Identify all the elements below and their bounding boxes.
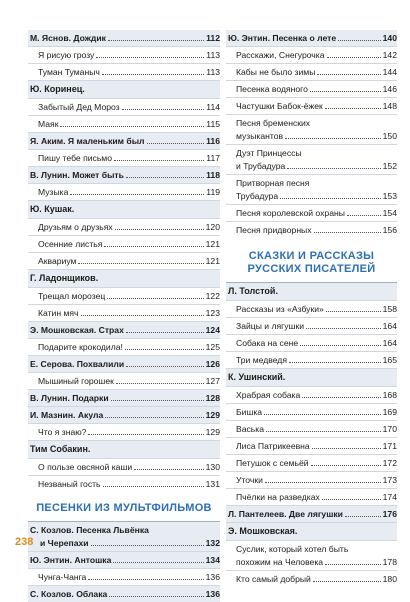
toc-entry: [28, 356, 220, 372]
entry-title: [30, 325, 124, 335]
page-ref: 119: [206, 187, 220, 197]
page-ref: 129: [205, 410, 220, 420]
work-title: Частушки Бабок-ёжек: [236, 101, 323, 111]
work-title: Маяк: [38, 119, 59, 129]
author-name: В. Лунин.: [30, 170, 70, 180]
entry-title: [30, 525, 149, 535]
toc-entry: [226, 541, 397, 570]
work-title: Облака: [76, 589, 108, 599]
leader-dots: [287, 168, 380, 169]
work-title: Пишу тебе письмо: [38, 153, 112, 163]
leader-dots: [266, 431, 381, 432]
author-heading: [226, 30, 397, 46]
page-ref: 128: [205, 393, 220, 403]
author-heading: [28, 133, 220, 149]
page-ref: 118: [206, 170, 220, 180]
entry-title: [30, 33, 106, 43]
toc-entry: [226, 455, 397, 471]
page-ref: 152: [382, 161, 397, 171]
toc-entry: [28, 253, 220, 269]
page-ref: 142: [382, 50, 397, 60]
toc-entry: [28, 424, 220, 440]
leader-dots: [313, 581, 381, 582]
work-title: Рассказы из «Азбуки»: [236, 304, 324, 314]
leader-dots: [81, 315, 204, 316]
leader-dots: [322, 499, 381, 500]
page-ref: 112: [206, 33, 220, 43]
page-number: 238: [15, 536, 34, 548]
author-name: Г. Ладонщиков.: [30, 273, 99, 283]
toc-entry: [28, 288, 220, 304]
author-name: Ю. Энтин.: [30, 555, 73, 565]
author-heading: [226, 506, 397, 522]
work-title: Зайцы и лягушки: [236, 321, 304, 331]
page-ref: 169: [382, 407, 397, 417]
page-ref: 164: [382, 338, 397, 348]
author-heading: [28, 30, 220, 46]
leader-dots: [105, 417, 203, 418]
author-heading: [28, 522, 220, 551]
leader-dots: [113, 562, 203, 563]
page-ref: 113: [206, 50, 220, 60]
page-ref: 174: [382, 492, 397, 502]
page-ref: 172: [382, 458, 397, 468]
page-ref: 124: [205, 325, 220, 335]
work-title: Похвалили: [76, 359, 125, 369]
work-title: Васька: [236, 424, 265, 434]
page-ref: 178: [382, 557, 397, 567]
toc-entry: [226, 369, 397, 386]
toc-entry: [226, 421, 397, 437]
entry-title: [30, 170, 124, 180]
author-name: Э. Мошковская.: [30, 325, 97, 335]
toc-entry: [226, 205, 397, 221]
page-ref: 140: [382, 33, 397, 43]
work-title: Притворная песня: [236, 178, 310, 188]
work-title: Осенние листья: [38, 239, 103, 249]
page-ref: 136: [205, 589, 220, 599]
toc-entry: [226, 352, 397, 368]
toc-entry: [28, 569, 220, 585]
leader-dots: [91, 545, 204, 546]
leader-dots: [116, 383, 204, 384]
work-title: Песенка водяного: [236, 84, 308, 94]
page-ref: 117: [206, 153, 220, 163]
page-ref: 120: [205, 222, 220, 232]
author-name: С. Козлов.: [30, 589, 74, 599]
entry-title: [30, 410, 103, 420]
toc-entry: [28, 150, 220, 166]
author-heading: [28, 407, 220, 423]
work-title: Расскажи, Снегурочка: [236, 50, 325, 60]
page-ref: 129: [205, 427, 220, 437]
author-heading: [28, 390, 220, 406]
work-title: Я маленьким был: [67, 136, 145, 146]
leader-dots: [122, 109, 204, 110]
toc-entry: [226, 175, 397, 204]
leader-dots: [78, 263, 203, 264]
leader-dots: [109, 596, 203, 597]
work-title: Песенка Львёнка: [76, 525, 149, 535]
leader-dots: [88, 434, 203, 435]
leader-dots: [289, 362, 381, 363]
author-name: Ю. Кушак.: [30, 204, 75, 214]
page-ref: 180: [382, 574, 397, 584]
page-ref: 148: [382, 101, 397, 111]
section-title: [226, 238, 397, 282]
toc-entry: [226, 335, 397, 351]
leader-dots: [325, 564, 381, 565]
author-name: Я. Аким.: [30, 136, 66, 146]
author-heading: [226, 369, 397, 386]
leader-dots: [285, 138, 381, 139]
toc-entry: [28, 305, 220, 321]
work-title: Аквариум: [38, 256, 77, 266]
page-ref: 158: [382, 304, 397, 314]
toc-entry: [226, 47, 397, 63]
page-ref: 154: [382, 208, 397, 218]
work-title: Бишка: [236, 407, 263, 417]
leader-dots: [306, 328, 381, 329]
author-name: Е. Серова.: [30, 359, 75, 369]
author-heading: [28, 201, 220, 218]
author-heading: [28, 356, 220, 372]
leader-dots: [103, 486, 204, 487]
page-ref: 114: [206, 102, 220, 112]
page-ref: 168: [382, 390, 397, 400]
work-title: Дождик: [73, 33, 106, 43]
toc-entry: [28, 184, 220, 200]
toc-entry: [226, 387, 397, 403]
toc-entry: [28, 201, 220, 218]
toc-entry: [28, 339, 220, 355]
work-title: Три медведя: [236, 355, 287, 365]
leader-dots: [311, 465, 381, 466]
toc-entry: [28, 441, 220, 458]
section-title: [28, 492, 220, 521]
toc-entry: [226, 98, 397, 114]
author-name: Л. Пантелеев.: [228, 509, 287, 519]
leader-dots: [96, 57, 204, 58]
leader-dots: [70, 194, 204, 195]
toc-column-right: [226, 30, 397, 587]
toc-entry: [226, 81, 397, 97]
leader-dots: [312, 448, 381, 449]
page-ref: 165: [382, 355, 397, 365]
work-title: Туман Туманыч: [38, 67, 100, 77]
toc-entry: [28, 407, 220, 423]
toc-entry: [28, 522, 220, 551]
toc-entry: [28, 322, 220, 338]
toc-column-left: [28, 30, 220, 602]
leader-dots: [126, 332, 204, 333]
leader-dots: [107, 298, 203, 299]
author-name: К. Ушинский.: [228, 372, 286, 382]
leader-dots: [325, 108, 381, 109]
work-title: похожим на Человека: [236, 557, 324, 567]
work-title: Пчёлки на разведках: [236, 492, 320, 502]
toc-entry: [28, 99, 220, 115]
author-name: М. Яснов.: [30, 33, 72, 43]
page-ref: 173: [382, 475, 397, 485]
work-title: Может быть: [72, 170, 124, 180]
leader-dots: [108, 40, 204, 41]
work-title: Трещал морозец: [38, 291, 106, 301]
page-ref: 156: [382, 225, 397, 235]
author-name: Ю. Коринец.: [30, 84, 85, 94]
leader-dots: [114, 160, 204, 161]
work-title: Дуэт Принцессы: [236, 148, 302, 158]
page-ref: 131: [205, 479, 220, 489]
toc-entry: [226, 489, 397, 505]
leader-dots: [125, 349, 204, 350]
page-ref: 134: [205, 555, 220, 565]
toc-entry: [226, 115, 397, 144]
author-heading: [28, 552, 220, 568]
toc-entry: [28, 236, 220, 252]
leader-dots: [134, 469, 204, 470]
work-title: Песня бременских: [236, 118, 311, 128]
toc-entry: [226, 301, 397, 317]
author-heading: [28, 441, 220, 458]
page-ref: 164: [382, 321, 397, 331]
author-heading: [28, 81, 220, 98]
toc-entry: [28, 47, 220, 63]
toc-entry: [28, 552, 220, 568]
author-name: И. Мазнин.: [30, 410, 76, 420]
work-title: и Трубадура: [236, 161, 286, 171]
toc-entry: [226, 318, 397, 334]
page-ref: 136: [205, 572, 220, 582]
leader-dots: [111, 400, 204, 401]
entry-title: [228, 33, 336, 43]
entry-title: [30, 589, 107, 599]
leader-dots: [326, 311, 381, 312]
page-ref: 144: [382, 67, 397, 77]
work-title: Уточки: [236, 475, 263, 485]
author-heading: [226, 523, 397, 540]
leader-dots: [302, 397, 380, 398]
author-name: Ю. Энтин.: [228, 33, 271, 43]
toc-entry: [226, 30, 397, 46]
toc-entry: [28, 133, 220, 149]
leader-dots: [300, 345, 381, 346]
toc-entry: [28, 586, 220, 602]
entry-title: [30, 136, 145, 146]
leader-dots: [102, 74, 204, 75]
toc-entry: [28, 390, 220, 406]
author-name: Э. Мошковская.: [228, 526, 298, 536]
entry-title: [228, 509, 343, 519]
toc-entry: [28, 81, 220, 98]
page-ref: 153: [382, 191, 397, 201]
section-title-line: СКАЗКИ И РАССКАЗЫ: [248, 250, 375, 262]
leader-dots: [265, 482, 381, 483]
work-title: О пользе овсяной каши: [38, 462, 133, 472]
work-title: Кабы не было зимы: [236, 67, 316, 77]
page-ref: 113: [206, 67, 220, 77]
page-ref: 176: [382, 509, 397, 519]
author-heading: [28, 586, 220, 602]
leader-dots: [264, 414, 381, 415]
leader-dots: [115, 229, 204, 230]
section-title-line: РУССКИХ ПИСАТЕЛЕЙ: [247, 263, 376, 275]
leader-dots: [347, 215, 381, 216]
page-ref: 121: [205, 256, 220, 266]
work-title: Петушок с семьёй: [236, 458, 309, 468]
work-title: Акула: [77, 410, 104, 420]
work-title: Я рисую грозу: [38, 50, 95, 60]
leader-dots: [126, 177, 204, 178]
leader-dots: [280, 198, 381, 199]
page-ref: 132: [205, 538, 220, 548]
page-ref: 122: [205, 291, 220, 301]
work-title: Две лягушки: [288, 509, 343, 519]
work-title: Мышиный горошек: [38, 376, 114, 386]
page-ref: 123: [205, 308, 220, 318]
section-title-line: ПЕСЕНКИ ИЗ МУЛЬТФИЛЬМОВ: [36, 502, 212, 514]
work-title: Подарите крокодила!: [38, 342, 123, 352]
leader-dots: [345, 516, 381, 517]
page-ref: 146: [382, 84, 397, 94]
toc-entry: [226, 571, 397, 587]
leader-dots: [104, 246, 203, 247]
leader-dots: [126, 366, 203, 367]
entry-title: [30, 393, 109, 403]
toc-entry: [226, 523, 397, 540]
toc-entry: [226, 283, 397, 300]
toc-entry: [28, 116, 220, 132]
entry-title: [30, 555, 111, 565]
work-title: Музыка: [38, 187, 69, 197]
toc-entry: [226, 222, 397, 238]
leader-dots: [310, 91, 381, 92]
work-title: музыкантов: [236, 131, 284, 141]
work-title: Песня придворных: [236, 225, 312, 235]
author-name: В. Лунин.: [30, 393, 70, 403]
author-name: С. Козлов.: [30, 525, 74, 535]
leader-dots: [314, 232, 381, 233]
work-title: Подарки: [72, 393, 109, 403]
work-title: Незваный гость: [38, 479, 101, 489]
page-ref: 126: [205, 359, 220, 369]
toc-entry: [28, 219, 220, 235]
work-title: Катин мяч: [38, 308, 79, 318]
page-ref: 130: [205, 462, 220, 472]
page-ref: 150: [382, 131, 397, 141]
work-title: и Черепахи: [40, 538, 89, 548]
toc-entry: [28, 64, 220, 80]
page-ref: 115: [206, 119, 220, 129]
leader-dots: [60, 126, 204, 127]
work-title: Антошка: [74, 555, 112, 565]
work-title: Забытый Дед Мороз: [38, 102, 120, 112]
work-title: Кто самый добрый: [236, 574, 311, 584]
page-ref: 127: [205, 376, 220, 386]
work-title: Собака на сене: [236, 338, 299, 348]
toc-entry: [28, 30, 220, 46]
work-title: Храбрая собака: [236, 390, 301, 400]
work-title: Друзьям о друзьях: [38, 222, 113, 232]
leader-dots: [147, 143, 204, 144]
work-title: Песня королевской охраны: [236, 208, 345, 218]
author-name: Л. Толстой.: [228, 286, 278, 296]
work-title: Песенка о лете: [272, 33, 337, 43]
work-title: Суслик, который хотел быть: [236, 544, 349, 554]
work-title: Лиса Патрикеевна: [236, 441, 310, 451]
leader-dots: [327, 57, 381, 58]
toc-entry: [226, 145, 397, 174]
author-heading: [28, 322, 220, 338]
page-ref: 170: [382, 424, 397, 434]
page-ref: 121: [205, 239, 220, 249]
entry-title: [30, 359, 124, 369]
work-title: Что я знаю?: [38, 427, 87, 437]
page-ref: 125: [205, 342, 220, 352]
toc-entry: [28, 270, 220, 287]
toc-entry: [28, 167, 220, 183]
page-ref: 171: [382, 441, 397, 451]
leader-dots: [88, 579, 203, 580]
toc-entry: [226, 64, 397, 80]
toc-entry: [226, 404, 397, 420]
leader-dots: [338, 40, 381, 41]
author-heading: [226, 283, 397, 300]
toc-entry: [28, 373, 220, 389]
page-ref: 116: [206, 136, 220, 146]
work-title: Страх: [98, 325, 124, 335]
author-heading: [28, 270, 220, 287]
author-heading: [28, 167, 220, 183]
toc-entry: [226, 438, 397, 454]
toc-entry: [28, 459, 220, 475]
work-title: Чунга-Чанга: [38, 572, 87, 582]
leader-dots: [317, 74, 380, 75]
toc-entry: [28, 476, 220, 492]
toc-entry: [226, 472, 397, 488]
toc-entry: [226, 506, 397, 522]
work-title: Трубадура: [236, 191, 279, 201]
author-name: Тим Собакин.: [30, 444, 91, 454]
